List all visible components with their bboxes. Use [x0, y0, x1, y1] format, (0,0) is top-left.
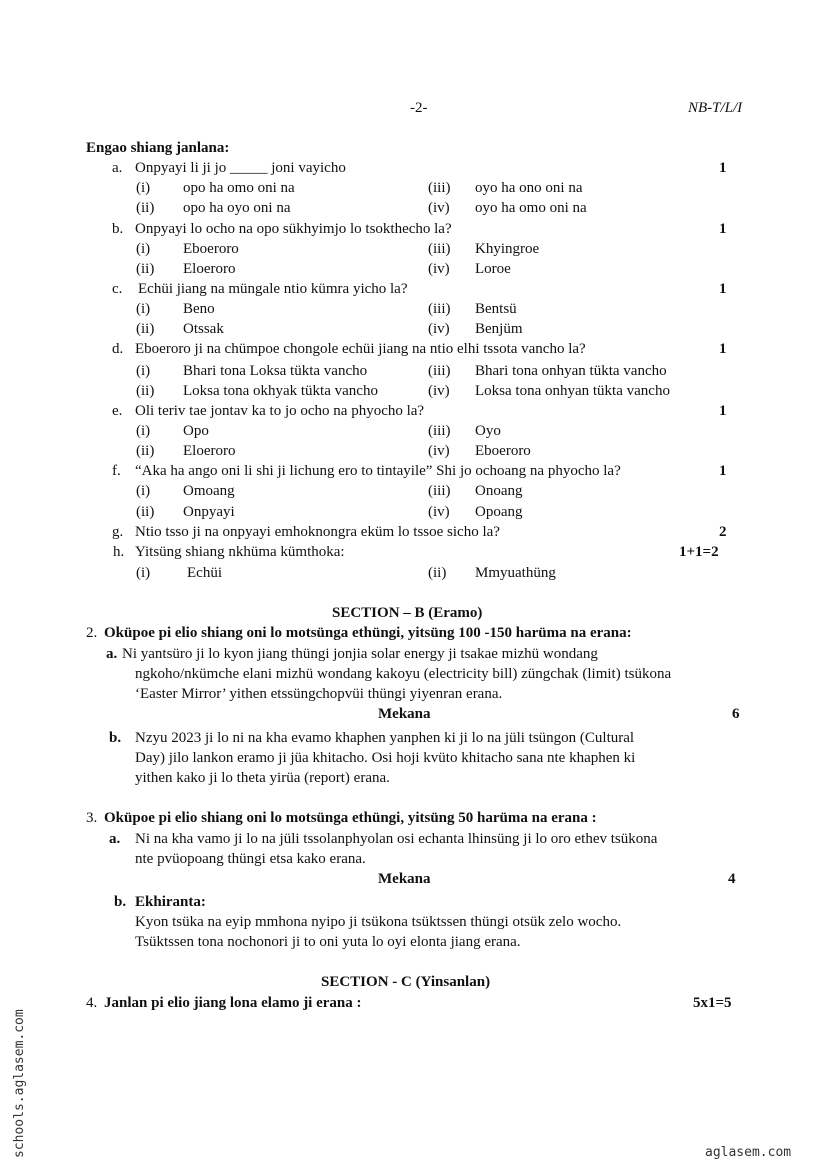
footer-watermark: aglasem.com — [705, 1145, 792, 1160]
option-text: Omoang — [183, 483, 235, 499]
option-number: (iv) — [428, 504, 450, 520]
option-text: Eloeroro — [183, 261, 236, 277]
option-number: (ii) — [136, 504, 155, 520]
option-number: (ii) — [428, 565, 447, 581]
question-label: b. — [112, 221, 124, 237]
option-number: (iii) — [428, 241, 451, 257]
option-text: Bentsü — [475, 301, 517, 317]
option-number: (iv) — [428, 383, 450, 399]
option-number: (i) — [136, 565, 151, 581]
question-label: a. — [112, 160, 123, 176]
question-label: c. — [112, 281, 123, 297]
option-number: (iii) — [428, 180, 451, 196]
question-label: e. — [112, 403, 123, 419]
option-text: Onoang — [475, 483, 523, 499]
question-number: 3. — [86, 810, 98, 826]
option-number: (iii) — [428, 301, 451, 317]
option-text: opo ha oyo oni na — [183, 200, 291, 216]
option-text: Eloeroro — [183, 443, 236, 459]
option-number: (iv) — [428, 200, 450, 216]
paragraph-line: Kyon tsüka na eyip mmhona nyipo ji tsükona tsüktssen thüngi otsük zelo wocho. — [135, 914, 622, 930]
option-text: Khyingroe — [475, 241, 540, 257]
option-number: (iv) — [428, 321, 450, 337]
option-text: Otssak — [183, 321, 224, 337]
question-text: “Aka ha ango oni li shi ji lichung ero to tintayile” Shi jo ochoang na phyocho la? — [135, 463, 621, 479]
option-number: (i) — [136, 483, 151, 499]
option-number: (i) — [136, 363, 151, 379]
paragraph-line: Tsüktssen tona nochonori ji to oni yuta lo oyi elonta jiang erana. — [135, 934, 521, 950]
question-label: h. — [113, 544, 125, 560]
sub-label: a. — [106, 646, 118, 662]
question-label: g. — [112, 524, 124, 540]
section-heading: Engao shiang janlana: — [86, 140, 230, 156]
sub-label: b. — [109, 730, 122, 746]
option-number: (ii) — [136, 200, 155, 216]
option-text: Loksa tona onhyan tükta vancho — [475, 383, 670, 399]
paragraph-line: Ni yantsüro ji lo kyon jiang thüngi jonjia solar energy ji tsakae mizhü wondang — [122, 646, 598, 662]
question-marks: 1+1=2 — [679, 544, 719, 560]
option-number: (iii) — [428, 483, 451, 499]
option-text: oyo ha omo oni na — [475, 200, 587, 216]
question-marks: 1 — [719, 403, 727, 419]
option-text: opo ha omo oni na — [183, 180, 295, 196]
paragraph-line: Ni na kha vamo ji lo na jüli tssolanphyolan osi echanta lhinsüng ji lo oro ethev tsükona — [135, 831, 658, 847]
question-marks: 1 — [719, 221, 727, 237]
option-text: Eboeroro — [183, 241, 239, 257]
question-marks: 5x1=5 — [693, 995, 732, 1011]
option-number: (iv) — [428, 261, 450, 277]
question-number: 4. — [86, 995, 98, 1011]
question-number: 2. — [86, 625, 98, 641]
option-text: Eboeroro — [475, 443, 531, 459]
option-number: (ii) — [136, 261, 155, 277]
option-text: Onpyayi — [183, 504, 235, 520]
question-label: f. — [112, 463, 121, 479]
sub-title: Ekhiranta: — [135, 894, 206, 910]
paragraph-line: nte pvüopoang thüngi etsa kako erana. — [135, 851, 366, 867]
question-marks: 4 — [728, 871, 736, 887]
side-watermark: schools.aglasem.com — [12, 1009, 27, 1158]
option-number: (i) — [136, 423, 151, 439]
question-marks: 6 — [732, 706, 740, 722]
paper-code: NB-T/L/I — [688, 100, 743, 116]
sub-label: a. — [109, 831, 121, 847]
section-c-title: SECTION - C (Yinsanlan) — [321, 974, 491, 990]
option-text: Loroe — [475, 261, 511, 277]
question-text: Onpyayi lo ocho na opo sükhyimjo lo tsokthecho la? — [135, 221, 452, 237]
question-text: Onpyayi li ji jo _____ joni vayicho — [135, 160, 346, 176]
question-marks: 1 — [719, 281, 727, 297]
option-number: (ii) — [136, 321, 155, 337]
or-label: Mekana — [378, 706, 431, 722]
option-text: Mmyuathüng — [475, 565, 556, 581]
option-text: Oyo — [475, 423, 501, 439]
option-number: (iv) — [428, 443, 450, 459]
question-marks: 1 — [719, 160, 727, 176]
question-label: d. — [112, 341, 124, 357]
question-text: Eboeroro ji na chümpoe chongole echüi jiang na ntio elhi tssota vancho la? — [135, 341, 586, 357]
option-text: Echüi — [187, 565, 222, 581]
paragraph-line: Day) jilo lankon eramo ji jüa khitacho. Osi hoji kvüto khitacho sana nte khaphen ki — [135, 750, 636, 766]
option-number: (i) — [136, 301, 151, 317]
option-text: Loksa tona okhyak tükta vancho — [183, 383, 378, 399]
option-number: (ii) — [136, 443, 155, 459]
option-number: (i) — [136, 241, 151, 257]
option-text: Bhari tona Loksa tükta vancho — [183, 363, 368, 379]
question-text: Echüi jiang na müngale ntio kümra yicho la? — [138, 281, 408, 297]
option-number: (ii) — [136, 383, 155, 399]
page-number: -2- — [410, 100, 428, 116]
paragraph-line: ngkoho/nkümche elani mizhü wondang kakoyu (electricity bill) züngchak (limit) tsükona — [135, 666, 672, 682]
paragraph-line: Nzyu 2023 ji lo ni na kha evamo khaphen yanphen ki ji lo na jüli tsüngon (Cultural — [135, 730, 635, 746]
option-number: (iii) — [428, 363, 451, 379]
sub-label: b. — [114, 894, 127, 910]
question-marks: 1 — [719, 463, 727, 479]
option-number: (iii) — [428, 423, 451, 439]
question-marks: 2 — [719, 524, 727, 540]
paragraph-line: yithen kako ji lo theta yirüa (report) erana. — [135, 770, 390, 786]
option-text: Opo — [183, 423, 209, 439]
paragraph-line: ‘Easter Mirror’ yithen etssüngchopvüi thüngi yiyenran erana. — [135, 686, 503, 702]
option-text: Bhari tona onhyan tükta vancho — [475, 363, 667, 379]
option-text: Benjüm — [475, 321, 523, 337]
option-text: Beno — [183, 301, 215, 317]
option-text: Opoang — [475, 504, 523, 520]
question-text: Ntio tsso ji na onpyayi emhoknongra eküm lo tssoe sicho la? — [135, 524, 500, 540]
question-text: Oli teriv tae jontav ka to jo ocho na phyocho la? — [135, 403, 425, 419]
or-label: Mekana — [378, 871, 431, 887]
option-number: (i) — [136, 180, 151, 196]
question-text: Oküpoe pi elio shiang oni lo motsünga ethüngi, yitsüng 50 harüma na erana : — [104, 810, 597, 826]
question-marks: 1 — [719, 341, 727, 357]
option-text: oyo ha ono oni na — [475, 180, 583, 196]
question-text: Janlan pi elio jiang lona elamo ji erana : — [104, 995, 362, 1011]
section-b-title: SECTION – B (Eramo) — [332, 605, 483, 621]
question-text: Oküpoe pi elio shiang oni lo motsünga ethüngi, yitsüng 100 -150 harüma na erana: — [104, 625, 632, 641]
question-text: Yitsüng shiang nkhüma kümthoka: — [135, 544, 345, 560]
